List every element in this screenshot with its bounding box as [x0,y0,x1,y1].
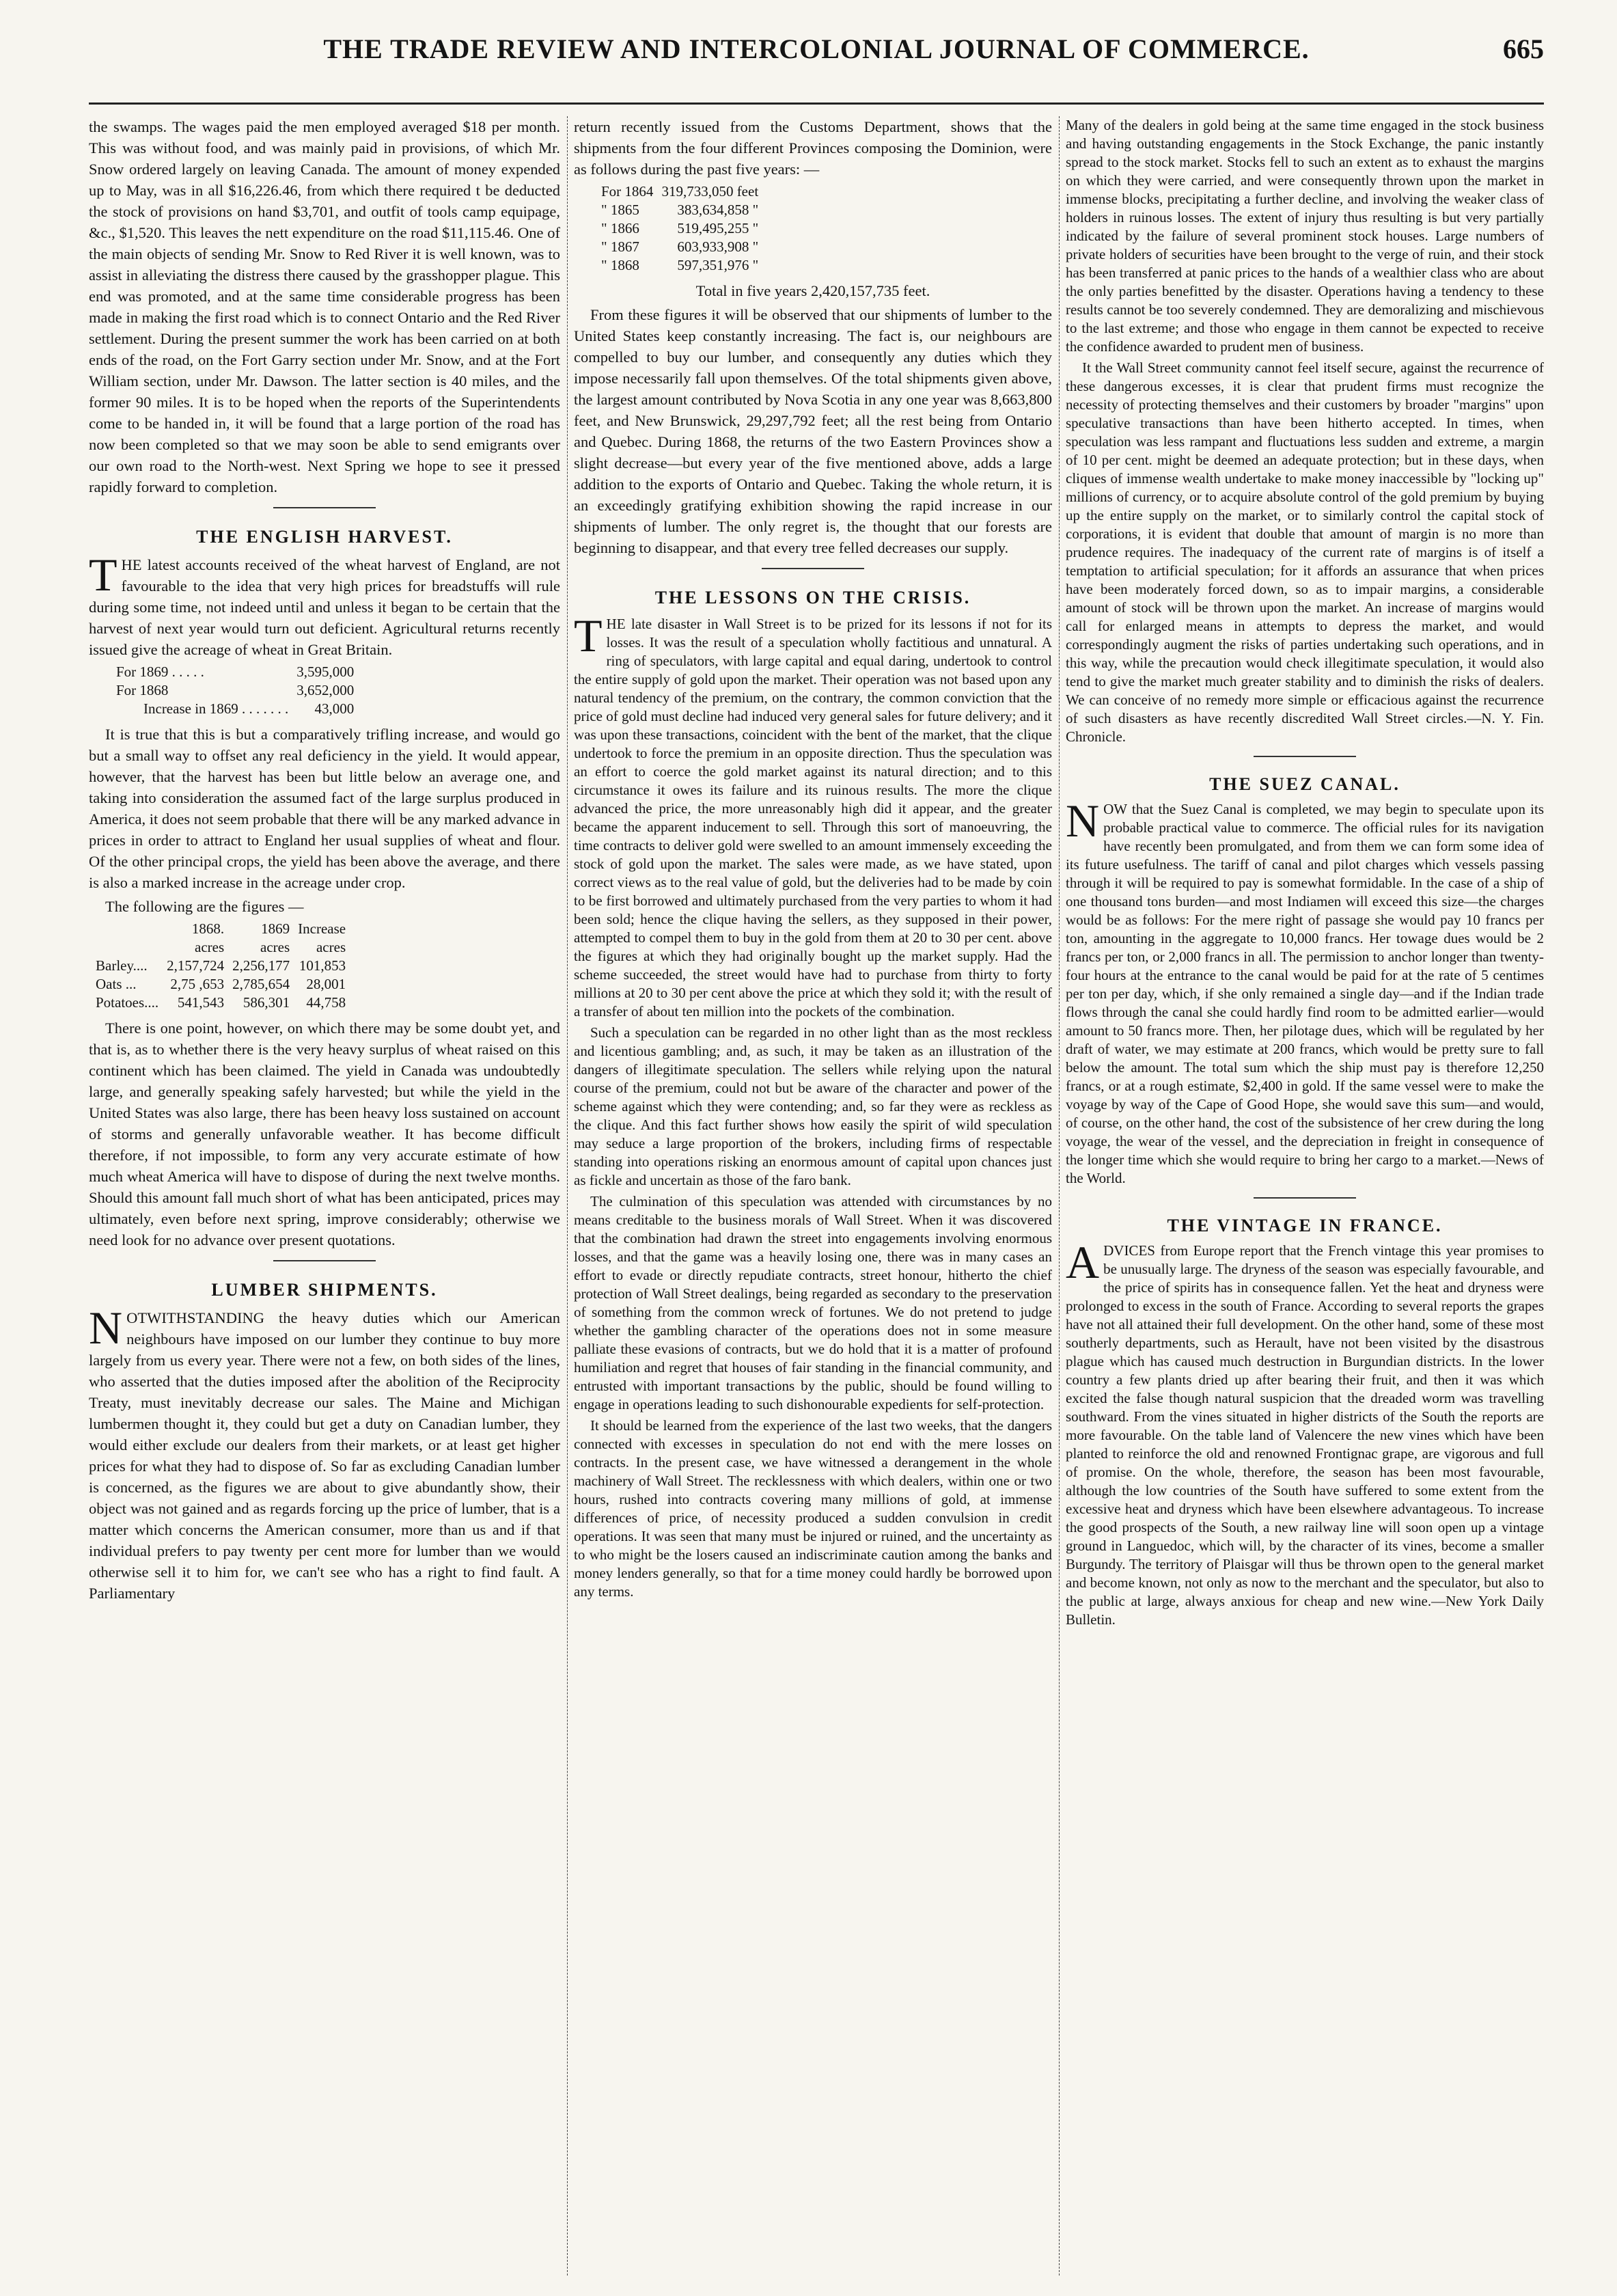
lumber-shipments-paragraph-2: From these figures it will be observed that our shipments of lumber to the United States keep constantly increasing. The fact is, our neighbours are compelled to buy our lumber, and consequently any duties which they impose necessarily fall upon themselves. Of the total shipments given above, the largest amount contributed by Nova Scotia in any one year was 8,663,800 feet, and New Brunswick, 29,297,792 feet; all the rest being from Ontario and Quebec. During 1868, the returns of the two Eastern Provinces show a slight decrease—but every year of the five mentioned above, adds a large addition to the exports of Ontario and Quebec. Taking the whole return, it is an exceedingly gratifying exhibition showing the rapid increase in our shipments of lumber. The only regret is, the thought that our forests are beginning to disappear, and that every tree felled decreases our supply. [574,306,1052,556]
stock-panic-paragraph: Many of the dealers in gold being at the same time engaged in the stock business and having outstanding engagements in the Stock Exchange, the panic instantly spread to the stock market. Stocks fell to such an extent as to exhaust the margins on which they were carried, and were consequently thrown upon the market in immense blocks, precipitating a further decline, and involving the weaker class of holders in ruinous losses. The extent of injury thus resulting is but very partially indicated by the failure of several prominent stock houses. Large numbers of private holders of securities have been brought to the verge of ruin, and their stock has been transferred at panic prices to the hands of a wealthier class who are about the only parties benefitted by the disaster. Operations having a tendency to these results cannot be too severely condemned. They are demoralizing and mischievous to the last extreme; and those who engage in them cannot be expected to receive the confidence awarded to prudent men of business. [1066,117,1544,355]
english-harvest-paragraph-1: THE latest accounts received of the wheat harvest of England, are not favourable to the idea that very high prices for breadstuffs will rule during some time, not indeed until and unless it began to be certain that the harvest of next year would turn out deficient. Agricultural returns recently issued give the acreage of wheat in Great Britain. [89,549,560,658]
column-1 [89,116,560,2276]
section-separator [1254,1197,1356,1199]
english-harvest-paragraph-2: It is true that this is but a comparatively trifling increase, and would go but a small way to offset any real deficiency in the yield. It would appear, however, that the harvest has been but little below an average one, and taking into consideration the assumed fact of the large surplus produced in America, it does not seem probable that there will be any marked advance in prices in order to attract to England her usual supplies of wheat and flour. Of the other principal crops, the yield has been above the average, and there is also a marked increase in the acreage under crop. [89,726,560,891]
table-row: Potatoes.... 541,543 586,301 44,758 [96,994,346,1011]
page-number: 665 [1503,33,1544,64]
table-row: Barley.... 2,157,724 2,256,177 101,853 [96,957,346,974]
column-3 [1066,116,1544,2276]
suez-canal-paragraph: NOW that the Suez Canal is completed, we may begin to speculate upon its probable practical value to commerce. The official rules for its navigation have recently been promulgated, and from them we can form some idea of its future usefulness. The tariff of canal and pilot charges which vessels passing through it will be required to pay is somewhat formidable. In the case of a ship of one thousand tons burden—and most Indiamen will exceed this size—the charges would be as follows: For the mere right of passage she would pay 10 francs per ton, amounting in the aggregate to 10,000 francs. Her towage dues would be 2 francs per ton, or 2,000 francs in all. The permission to anchor longer than twenty-four hours at the entrance to the canal would be paid for at the rate of 5 centimes per ton per day, which, if she only remained a single day—and if the Indian trade flows through the canal she could hardly find room to be admitted earlier—would amount to 50 francs more. Then, her pilotage dues, which will be regulated by her draft of water, we may estimate at 200 francs, which would be pretty sure to fall below the amount. The total sum which the ship must pay is therefore 12,250 francs, or at a rough estimate, $2,400 in gold. If the same vessel were to make the voyage by way of the Cape of Good Hope, she would save this sum—and would, of course, on the other hand, the cost of the subsistence of her crew during the long voyage, the wear of the vessel, and the depreciation in freight in consequence of the longer time which she would require to bring her cargo to a market.—News of the World. [1066,795,1544,1186]
column-divider [1059,116,1060,2276]
table-row: Increase in 1869 . . . . . . . 43,000 [143,700,355,717]
lessons-paragraph-1: THE late disaster in Wall Street is to be prized for its lessons if not for its losses. It was the result of a speculation wholly factitious and unnatural. A ring of speculators, with large capital and equal daring, undertook to control the entire supply of gold upon the market. Their operation was not based upon any natural tendency of the premium, on the contrary, the common conviction that the price of gold must decline had induced very general sales for future delivery; and it was upon these transactions, coincident with the bent of the market, that the clique undertook to force the premium in an opposite direction. Thus the speculation was an effort to coerce the gold market against its natural direction; and to this circumstance it owes its failure and its ruinous results. The more the clique advanced the price, the more unreasonably high did it appear, and the greater became the apparent inducement to sell. Through this sort of manoeuvring, the time contracts to deliver gold were swelled to an amount immensely exceeding the stock of gold upon the market. The sales were made, as we have stated, upon correct views as to the real value of gold, but the deliveries had to be made by coin to be first borrowed and ultimately purchased from the very parties to whom it had been sold; hence the clique having the sellers, as they supposed in their power, attempted to compel them to buy in the gold from them at 20 to 30 per cent. above the figures at which they had originally bought up the market supply. Had the scheme succeeded, the street would have had to purchase from thirty to forty millions at 20 to 30 per cent above the price at which they sold it; with the result of a transfer of about ten million into the pockets of the combination. [574,610,1052,1020]
lumber-shipments-heading: LUMBER SHIPMENTS. [211,1280,438,1300]
lessons-paragraph-2: Such a speculation can be regarded in no other light than as the most reckless and licentious gambling; and, as such, it may be taken as an illustration of the dangers of illegitimate speculation. The sellers while relying upon the natural course of the premium, could not but be aware of the character and power of the scheme against which they were contending; and, so far they were as reckless as the clique. And this fact further shows how easily the spirit of wild speculation may seduce a large proportion of the brokers, including firms of respectable standing into operations risking an enormous amount of capital upon chances just as fickle and uncertain as those of the faro bank. [574,1024,1052,1188]
section-separator [273,1260,376,1261]
lessons-paragraph-4: It should be learned from the experience of the last two weeks, that the dangers connected with excesses in speculation do not end with the mere losses on contracts. In the present case, we have witnessed a derangement in the whole machinery of Wall Street. The recklessness with which dealers, within one or two hours, rushed into contracts covering many millions of gold, at immense differences of price, of necessity produced a sudden convulsion in credit operations. It was seen that many must be injured or ruined, and the uncertainty as to who might be the losers caused an indiscriminate caution among the banks and money lenders generally, so that for a time money could hardly be borrowed upon any terms. [574,1417,1052,1600]
table-row: " 1868 597,351,976 " [601,257,759,273]
vintage-paragraph: ADVICES from Europe report that the French vintage this year promises to be unusually large. The dryness of the season was especially favourable, and the price of spirits has in consequence fallen. Yet the heat and dryness were prolonged to excess in the south of France. According to several reports the grapes have not all attained their full development. On the other hand, some of these most southerly departments, such as Herault, have not been visited by the disastrous plague which has caused much destruction in Burgundian districts. In the lower country a few plants dried up after bearing their fruit, and then it was which excited the false though natural suspicion that the dreaded worm was travelling southward. From the vines situated in higher districts of the South the reports are more favourable. On the table land of Valencere the new vines which have been planted to reinforce the old and renowned Frontignac grape, are vigorous and full of promise. On the whole, therefore, the season has been most favourable, although the low countries of the South have suffered to some extent from the excessive heat and dryness which have been elsewhere advantageous. To increase the good prospects of the South, a new railway line will soon open up a vintage ground in Languedoc, which will, by the character of its vines, become a smaller Burgundy. The territory of Plaisgar will thus be thrown open to the general market and become known, not only as now to the merchant and the speculator, but also to the public at large, always anxious for cheap and new wine.—New York Daily Bulletin. [1066,1236,1544,1628]
drop-cap: A [1066,1236,1100,1288]
table-row: For 1869 . . . . . 3,595,000 [116,664,355,680]
table-row: For 1864 319,733,050 feet [601,183,759,200]
section-separator [762,568,864,569]
journal-title: THE TRADE REVIEW AND INTERCOLONIAL JOURNAL OF COMMERCE. [323,33,1310,64]
table-row: " 1866 519,495,255 " [601,220,759,236]
drop-cap: N [1066,795,1100,847]
customs-return-paragraph: return recently issued from the Customs Department, shows that the shipments from the four different Provinces composing the Dominion, were as follows during the past five years: — [574,118,1052,178]
english-harvest-paragraph-3: There is one point, however, on which there may be some doubt yet, and that is, as to whether there is the very heavy surplus of wheat raised on this continent which has been claimed. The yield in Canada was undoubtedly large, and generally speaking safely harvested; but while the yield in the United States was also large, there has been heavy loss sustained on account of storms and generally unfavorable weather. It has become difficult therefore, if not impossible, to form any very accurate estimate of how much wheat America will have to dispose of during the next twelve months. Should this amount fall much short of what has been anticipated, prices may ultimately, even before next spring, improve considerably; otherwise we need look for no advance over present quotations. [89,1020,560,1248]
crop-figures-table [96,920,354,1012]
vintage-in-france-heading: THE VINTAGE IN FRANCE. [1167,1216,1443,1235]
lessons-on-crisis-heading: THE LESSONS ON THE CRISIS. [654,588,971,607]
page-header [89,33,1544,87]
wall-street-margins-paragraph: It the Wall Street community cannot feel itself secure, against the recurrence of these dangerous excesses, it is clear that prudent firms must recognize the necessity of protecting themselves and their customers by broader "margins" upon speculative transactions than have been hitherto accepted. In times, when speculation was less rampant and fluctuations less sudden and extreme, a margin of 10 per cent. might be deemed an adequate protection; but in these days, when cliques of immense wealth undertake to make money inaccessible by "locking up" millions of currency, or to acquire absolute control of the gold premium by buying up the entire supply on the market, or to similarly control the capital stock of corporations, it is evident that double that amount of margin is no more than prudence requires. The inadequacy of the current rate of margins is of itself a temptation to artificial speculation; for it affords an assurance that when prices have been moderately forced down, so as to impair margins, a considerable amount of stock will be thrown upon the market. An increase of margins would call for enlarged means in attempts to depress the market, and would correspondingly augment the risks of parties undertaking such operations, and in this way, while the precaution would check illegitimate speculation, it would also tend to give the market much greater stability and to diminish the risks of dealers. We can conceive of no remedy more simple or efficacious against the recurrence of such disasters as have recently discredited Wall Street circles.—N. Y. Fin. Chronicle. [1066,359,1544,745]
red-river-road-paragraph: the swamps. The wages paid the men employed averaged $18 per month. This was without food, and was mainly paid in provisions, of which Mr. Snow ordered largely on leaving Canada. The amount of money expended up to May, was in all $16,226.46, from which there required t be deducted the stock of provisions on hand $3,701, and outfit of tools camp equipage, &c., $1,520. This leaves the nett expenditure on the road $11,115.46. One of the main objects of sending Mr. Snow to Red River it is well known, was to assist in alleviating the distress there caused by the grasshopper plague. This end was promoted, and at the same time considerable progress has been made in making the first road which is to connect Ontario and the Red River settlement. During the present summer the work has been carried on at both ends of the road, on the Fort Garry section under Mr. Snow, and at the Fort William section, under Mr. Dawson. The latter section is 40 miles, and the former 90 miles. It is to be hoped when the reports of the Superintendents come to be handed in, it will be found that a large portion of the road has now been completed so that we may soon be able to send emigrants over our own road to the North-west. Next Spring we hope to see it pressed rapidly forward to completion. [89,118,560,495]
lumber-shipments-paragraph-1: NOTWITHSTANDING the heavy duties which our American neighbours have imposed on our lumber they continue to buy more largely from us every year. There were not a few, on both sides of the lines, who asserted that the duties imposed after the abolition of the Reciprocity Treaty, must inevitably decrease our sales. The Maine and Michigan lumbermen thought it, they could but get a duty on Canadian lumber, they would either exclude our dealers from their markets, or at least get higher prices for what they had to dispose of. So far as excluding Canadian lumber is concerned, as the figures we are about to give abundantly show, their object was not gained and as regards forcing up the price of lumber, that is a matter which concerns the American consumer, more than us and if that individual prefers to pay twenty per cent more for lumber than we would otherwise sell it to him for, we can't see who has a right to find fault. A Parliamentary [89,1302,560,1602]
shipments-total: Total in five years 2,420,157,735 feet. [695,282,930,299]
header-rule [89,102,1544,105]
table-header-row: 1868. 1869 Increase [191,920,346,937]
lessons-paragraph-3: The culmination of this speculation was attended with circumstances by no means creditable to the business morals of Wall Street. When it was discovered that the combination had drawn the street into engagements involving enormous losses, and that the game was a heavily losing one, there was in many cases an effort to evade or directly repudiate contracts, street honour, hitherto the chief protection of Wall Street dealings, being regarded as secondary to the preservation of something from the common wreck of fortunes. We do not pretend to judge whether the gambling character of the operations does not in some measure palliate these evasions of contracts, but we do hold that it is a matter of profound humiliation and regret that houses of fair standing in the financial community, and entrusted with important transactions by the public, should be found willing to engage in operations leading to such dishonourable expedients for self-protection. [574,1193,1052,1412]
section-separator [1254,756,1356,757]
wheat-acreage-table [116,663,362,718]
column-divider [567,116,568,2276]
column-2 [574,116,1052,2276]
drop-cap: T [89,549,118,601]
english-harvest-heading: THE ENGLISH HARVEST. [196,527,453,547]
table-row: " 1865 383,634,858 " [601,202,759,218]
lumber-shipments-table [601,182,766,275]
section-separator [273,507,376,508]
figures-intro: The following are the figures — [105,898,304,915]
table-row: For 1868 3,652,000 [116,682,355,698]
table-units-row: acres acres acres [195,939,346,955]
table-row: Oats ... 2,75 ,653 2,785,654 28,001 [96,976,346,992]
drop-cap: N [89,1302,123,1354]
drop-cap: T [574,610,603,661]
suez-canal-heading: THE SUEZ CANAL. [1209,774,1400,794]
table-row: " 1867 603,933,908 " [601,238,759,255]
